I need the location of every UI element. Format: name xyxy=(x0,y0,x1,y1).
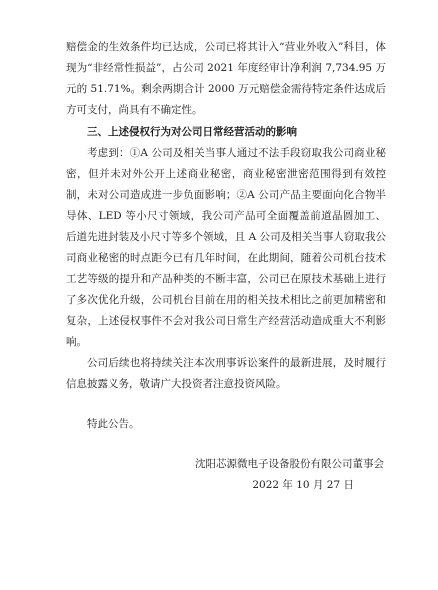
section-heading: 三、上述侵权行为对公司日常经营活动的影响 xyxy=(87,126,297,138)
paragraph-followup: 公司后续也将持续关注本次刑事诉讼案件的最新进展，及时履行信息披露义务，敬请广大投资者注意投资风险。 xyxy=(66,357,386,390)
paragraph-impact: 考虑到：①A 公司及相关当事人通过不法手段窃取我公司商业秘密，但并未对外公开上述商业秘密，商业秘密泄密范围得到有效控制，未对公司造成进一步负面影响；②A 公司产品主要面向化合物半导体、LED 等小尺寸领域，我公司产品可全面覆盖前道晶圆加工、后道先进封装及小尺寸等多个领域，且 A 公司及相关当事人窃取我公司商业秘密的时点距今已有几年时间，在此期间，随着公司机台技术工艺等级的提升和产品种类的不断丰富，公司已在原技术基础上进行了多次优化升级，公司机台目前在用的相关技术相比之前更加精密和复杂，上述侵权事件不会对我公司日常生产经营活动造成重大不利影响。 xyxy=(66,147,386,348)
paragraph-intro: 赔偿金的生效条件均已达成，公司已将其计入“营业外收入”科目，体现为“非经常性损益”，占公司 2021 年度经审计净利润 7,734.95 万元的 51.71%。剩余两期合计 2000 万元赔偿金需待特定条件达成后方可支付，尚具有不确定性。 xyxy=(66,41,386,116)
closing-text: 特此公告。 xyxy=(87,418,140,430)
signature-company: 沈阳芯源微电子设备股份有限公司董事会 xyxy=(195,458,384,470)
signature-date: 2022 年 10 月 27 日 xyxy=(252,479,354,491)
